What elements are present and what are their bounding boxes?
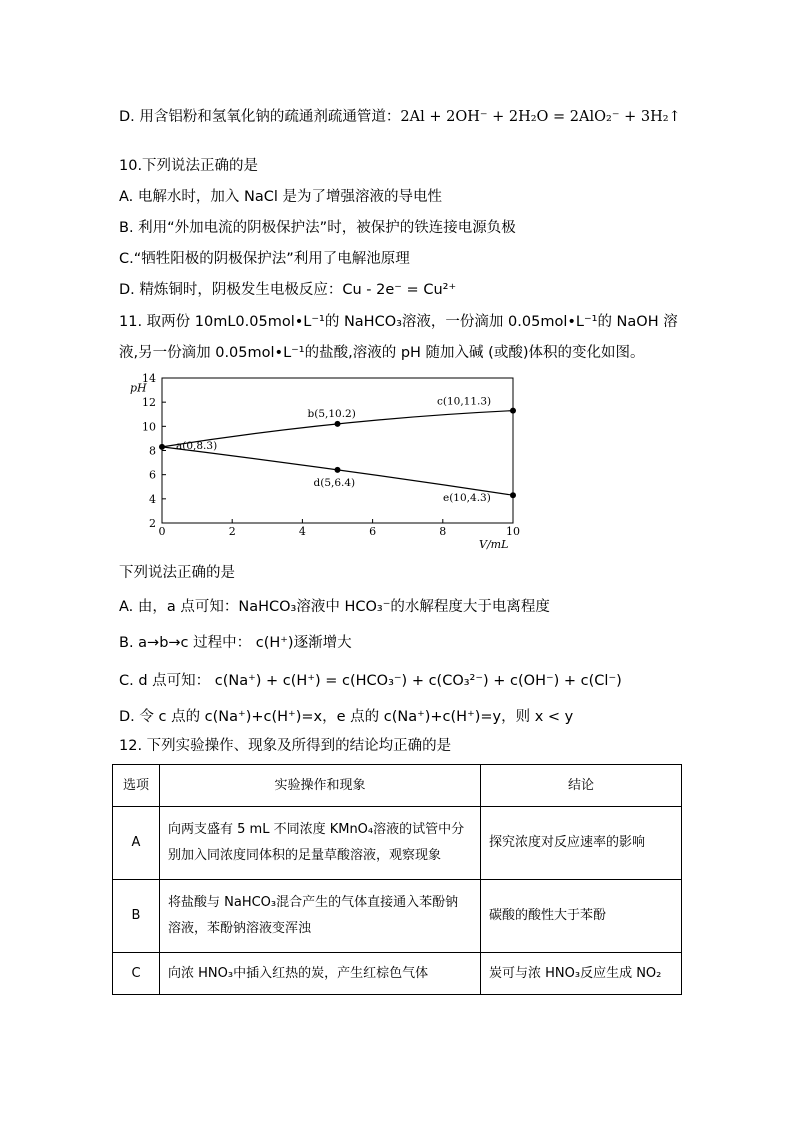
q10-option-d: D. 精炼铜时，阴极发生电极反应：Cu - 2e⁻ = Cu²⁺ (119, 282, 457, 298)
q11-option-c: C. d 点可知： c(Na⁺) + c(H⁺) = c(HCO₃⁻) + c(CO₃²⁻) + c(OH⁻) + c(Cl⁻) (119, 673, 622, 689)
x-tick-label: 0 (158, 525, 166, 538)
x-axis-label: V/mL (479, 538, 509, 551)
data-point-a (159, 444, 165, 450)
x-tick-label: 2 (228, 525, 236, 538)
x-tick-label: 8 (439, 525, 447, 538)
prev-option-d: D. 用含铝粉和氢氧化钠的疏通剂疏通管道：2Al + 2OH⁻ + 2H₂O = 2AlO₂⁻ + 3H₂↑ (119, 109, 681, 125)
y-tick-label: 10 (142, 420, 156, 434)
table-header-row (113, 765, 682, 807)
q11-stem-line2: 液,另一份滴加 0.05mol•L⁻¹的盐酸,溶液的 pH 随加入碱 (或酸)体积的变化如图。 (119, 345, 645, 361)
y-tick-label: 12 (142, 396, 156, 410)
experiment-table (112, 764, 682, 995)
equation: 2Al + 2OH⁻ + 2H₂O = 2AlO₂⁻ + 3H₂↑ (400, 109, 681, 125)
q11-option-d: D. 令 c 点的 c(Na⁺)+c(H⁺)=x，e 点的 c(Na⁺)+c(H⁺)=y，则 x < y (119, 709, 574, 725)
table-row: B 将盐酸与 NaHCO₃混合产生的气体直接通入苯酚钠 溶液，苯酚钠溶液变浑浊 碳酸的酸性大于苯酚 (113, 880, 682, 953)
data-point-c (510, 408, 516, 414)
q10-option-b: B. 利用“外加电流的阴极保护法”时，被保护的铁连接电源负极 (119, 220, 516, 236)
data-point-d (335, 467, 341, 473)
y-tick-label: 4 (149, 492, 156, 506)
table-row: C 向浓 HNO₃中插入红热的炭，产生红棕色气体 炭可与浓 HNO₃反应生成 NO₂ (113, 953, 682, 995)
table-row: A 向两支盛有 5 mL 不同浓度 KMnO₄溶液的试管中分 别加入同浓度同体积的足量草酸溶液，观察现象 探究浓度对反应速率的影响 (113, 807, 682, 880)
q11-stem-line1: 11. 取两份 10mL0.05mol•L⁻¹的 NaHCO₃溶液，一份滴加 0.05mol•L⁻¹的 NaOH 溶 (119, 314, 678, 330)
header-operation: 实验操作和现象 (160, 765, 481, 807)
header-option: 选项 (113, 765, 160, 807)
x-tick-label: 6 (369, 525, 377, 538)
q10-option-a: A. 电解水时，加入 NaCl 是为了增强溶液的导电性 (119, 189, 442, 205)
data-label-d: d(5,6.4) (313, 476, 356, 489)
ph-chart (118, 373, 528, 551)
data-point-b (335, 421, 341, 427)
data-label-c: c(10,11.3) (437, 395, 492, 408)
y-axis-label: pH (130, 381, 147, 395)
q11-prompt: 下列说法正确的是 (119, 565, 235, 581)
q10-title: 10.下列说法正确的是 (119, 158, 259, 174)
q11-option-a: A. 由，a 点可知：NaHCO₃溶液中 HCO₃⁻的水解程度大于电离程度 (119, 599, 550, 615)
y-tick-label: 14 (142, 373, 156, 385)
x-tick-label: 4 (298, 525, 306, 538)
y-tick-label: 2 (149, 517, 156, 530)
x-tick-label: 10 (506, 525, 520, 538)
data-point-e (510, 492, 516, 498)
y-tick-label: 8 (149, 444, 156, 458)
header-conclusion: 结论 (481, 765, 682, 807)
data-label-e: e(10,4.3) (443, 492, 491, 505)
data-label-b: b(5,10.2) (307, 407, 356, 420)
q12-title: 12. 下列实验操作、现象及所得到的结论均正确的是 (119, 738, 452, 754)
y-tick-label: 6 (149, 468, 156, 482)
q11-option-b: B. a→b→c 过程中： c(H⁺)逐渐增大 (119, 635, 352, 651)
data-label-a: a(0,8.3) (176, 439, 218, 452)
q10-option-c: C.“牺牲阳极的阴极保护法”利用了电解池原理 (119, 251, 410, 267)
